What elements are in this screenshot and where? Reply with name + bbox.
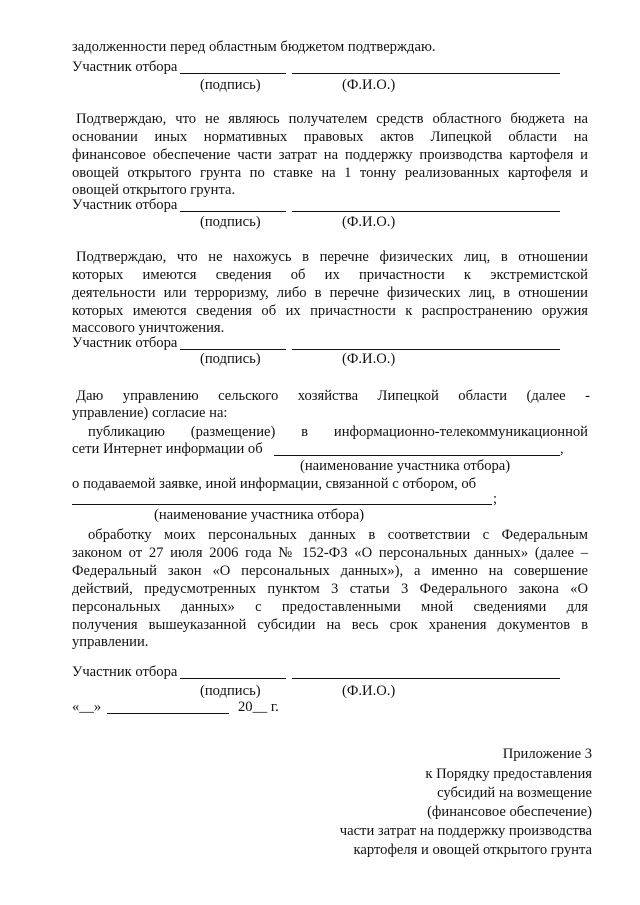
text-line: основании иных нормативных правовых актов Липецкой области на bbox=[72, 129, 588, 145]
text-line: управлении. bbox=[72, 634, 149, 650]
appendix-line: к Порядку предоставления bbox=[425, 766, 592, 782]
name-line bbox=[292, 73, 560, 74]
text-line: управление) согласие на: bbox=[72, 405, 228, 421]
appendix-line: субсидий на возмещение bbox=[437, 785, 592, 801]
text-line: персональных данных» с предоставленными мной сведениями для bbox=[72, 599, 588, 615]
participant-label: Участник отбора bbox=[72, 664, 178, 680]
text-line: обработку моих персональных данных в соответствии с Федеральным bbox=[88, 527, 588, 543]
field-caption: (наименование участника отбора) bbox=[154, 507, 365, 523]
text-line: получения вышеуказанной субсидии на весь срок хранения документов в bbox=[72, 617, 588, 633]
signature-caption: (подпись) bbox=[200, 77, 261, 93]
text-line: Подтверждаю, что не являюсь получателем средств областного бюджета на bbox=[76, 111, 588, 127]
name-caption: (Ф.И.О.) bbox=[342, 214, 396, 230]
date-year: 20__ г. bbox=[238, 699, 279, 715]
text-line: действий, предусмотренных пунктом 3 статьи 3 Федерального закона «О bbox=[72, 581, 588, 597]
date-month-line bbox=[107, 713, 229, 714]
name-caption: (Ф.И.О.) bbox=[342, 683, 396, 699]
text-line: сети Интернет информации об bbox=[72, 441, 263, 457]
text-line: деятельности или терроризму, либо в перечне физических лиц, в отношении bbox=[72, 285, 588, 301]
signature-caption: (подпись) bbox=[200, 351, 261, 367]
name-line bbox=[292, 211, 560, 212]
date-day: «__» bbox=[72, 699, 102, 715]
participant-name-line bbox=[274, 455, 560, 456]
participant-label: Участник отбора bbox=[72, 59, 178, 75]
name-line bbox=[292, 678, 560, 679]
appendix-title: Приложение 3 bbox=[502, 746, 592, 762]
signature-line bbox=[180, 211, 286, 212]
text-line: массового уничтожения. bbox=[72, 320, 225, 336]
field-caption: (наименование участника отбора) bbox=[300, 458, 511, 474]
text-line: ; bbox=[493, 491, 498, 507]
name-caption: (Ф.И.О.) bbox=[342, 351, 396, 367]
text-line: Подтверждаю, что не нахожусь в перечне физических лиц, в отношении bbox=[76, 249, 588, 265]
signature-line bbox=[180, 678, 286, 679]
participant-label: Участник отбора bbox=[72, 197, 178, 213]
appendix-line: (финансовое обеспечение) bbox=[427, 804, 592, 820]
name-line bbox=[292, 349, 560, 350]
text-line: финансовое обеспечение части затрат на поддержку производства картофеля и bbox=[72, 147, 588, 163]
signature-caption: (подпись) bbox=[200, 214, 261, 230]
text-line: задолженности перед областным бюджетом подтверждаю. bbox=[72, 39, 436, 55]
appendix-line: картофеля и овощей открытого грунта bbox=[353, 842, 592, 858]
participant-name-line bbox=[72, 504, 492, 505]
text-line: которых имеются сведения об их причастности к экстремистской bbox=[72, 267, 588, 283]
text-line: о подаваемой заявке, иной информации, связанной с отбором, об bbox=[72, 476, 477, 492]
appendix-line: части затрат на поддержку производства bbox=[339, 823, 592, 839]
signature-line bbox=[180, 73, 286, 74]
text-line: законом от 27 июля 2006 года № 152-ФЗ «О персональных данных» (далее – bbox=[72, 545, 588, 561]
text-line: , bbox=[560, 441, 564, 457]
text-line: Федеральный закон «О персональных данных»), а именно на совершение bbox=[72, 563, 588, 579]
text-line: Даю управлению сельского хозяйства Липецкой области (далее - bbox=[76, 388, 590, 404]
text-line: которых имеются сведения об их причастности к распространению оружия bbox=[72, 303, 588, 319]
text-line: публикацию (размещение) в информационно-телекоммуникационной bbox=[88, 424, 588, 440]
text-line: овощей открытого грунта. bbox=[72, 182, 236, 198]
text-line: овощей открытого грунта по ставке на 1 тонну реализованных картофеля и bbox=[72, 165, 588, 181]
participant-label: Участник отбора bbox=[72, 335, 178, 351]
name-caption: (Ф.И.О.) bbox=[342, 77, 396, 93]
signature-caption: (подпись) bbox=[200, 683, 261, 699]
